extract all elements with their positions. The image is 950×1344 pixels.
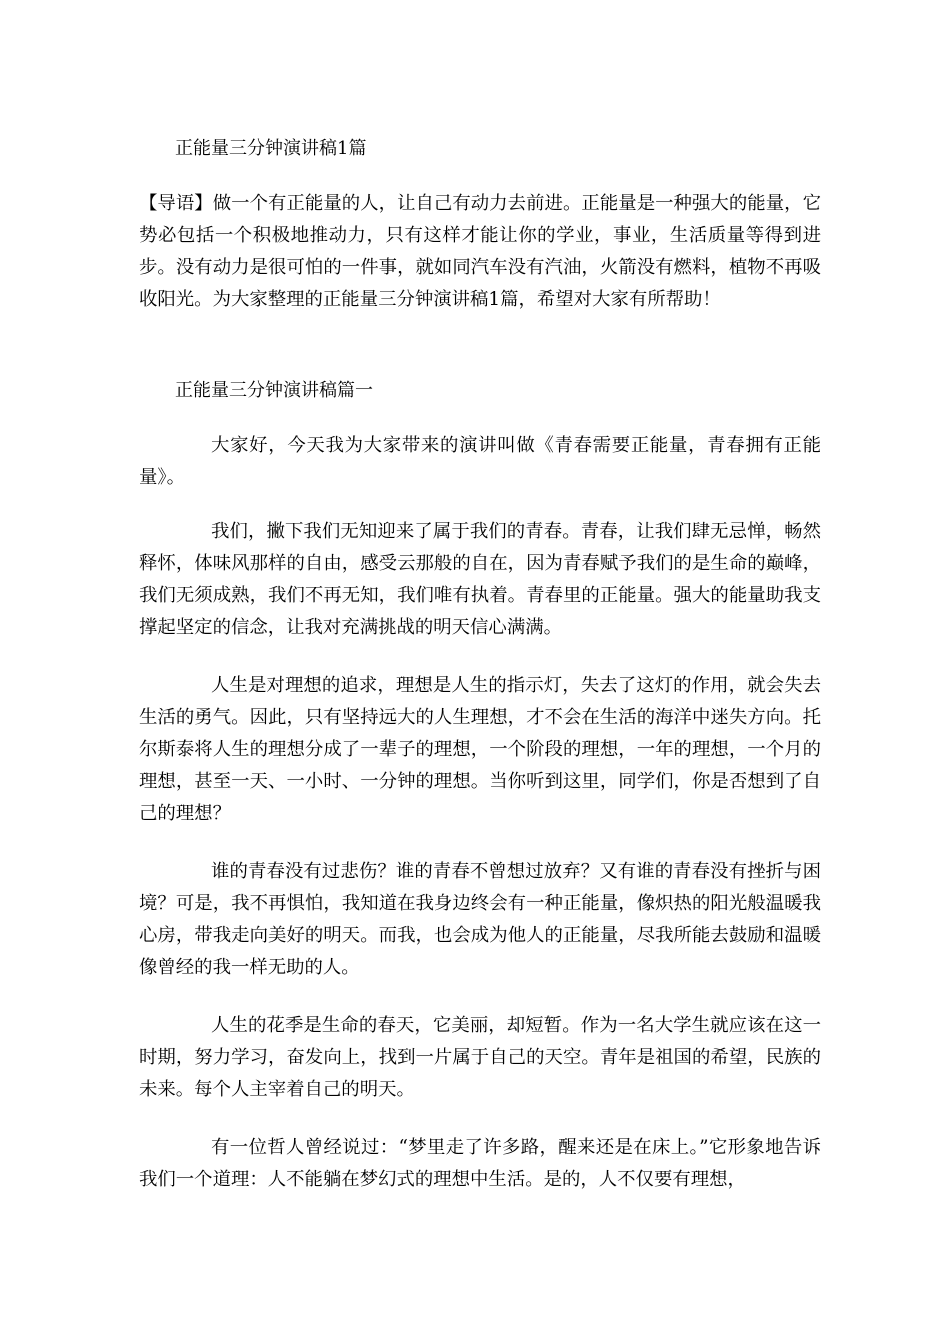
body-paragraph-4: 谁的青春没有过悲伤？谁的青春不曾想过放弃？又有谁的青春没有挫折与困境？可是，我不再惧怕，我知道在我身边终会有一种正能量，像炽热的阳光般温暖我心房，带我走向美好的明天。而我，也会成为他人的正能量，尽我所能去鼓励和温暖像曾经的我一样无助的人。 [139,861,821,978]
body-paragraph-6: 有一位哲人曾经说过：“梦里走了许多路，醒来还是在床上。”它形象地告诉我们一个道理：人不能躺在梦幻式的理想中生活。是的，人不仅要有理想， [139,1137,821,1190]
intro-paragraph: 【导语】做一个有正能量的人，让自己有动力去前进。正能量是一种强大的能量，它势必包括一个积极地推动力，只有这样才能让你的学业，事业，生活质量等得到进步。没有动力是很可怕的一件事，就如同汽车没有汽油，火箭没有燃料，植物不再吸收阳光。为大家整理的正能量三分钟演讲稿1篇，希望对大家有所帮助！ [139,193,821,310]
body-paragraph-5: 人生的花季是生命的春天，它美丽，却短暂。作为一名大学生就应该在这一时期，努力学习，奋发向上，找到一片属于自己的天空。青年是祖国的希望，民族的未来。每个人主宰着自己的明天。 [139,1015,821,1100]
body-paragraph-3: 人生是对理想的追求，理想是人生的指示灯，失去了这灯的作用，就会失去生活的勇气。因此，只有坚持远大的人生理想，才不会在生活的海洋中迷失方向。托尔斯泰将人生的理想分成了一辈子的理想，一个阶段的理想，一年的理想，一个月的理想，甚至一天、一小时、一分钟的理想。当你听到这里，同学们，你是否想到了自己的理想？ [139,675,821,824]
body-paragraph-2: 我们，撇下我们无知迎来了属于我们的青春。青春，让我们肆无忌惮，畅然释怀，体味风那样的自由，感受云那般的自在，因为青春赋予我们的是生命的巅峰，我们无须成熟，我们不再无知，我们唯有执着。青春里的正能量。强大的能量助我支撑起坚定的信念，让我对充满挑战的明天信心满满。 [139,521,821,638]
document-title: 正能量三分钟演讲稿1篇 [175,138,367,159]
body-paragraph-1: 大家好，今天我为大家带来的演讲叫做《青春需要正能量，青春拥有正能量》。 [139,435,821,488]
section-title: 正能量三分钟演讲稿篇一 [175,380,373,401]
